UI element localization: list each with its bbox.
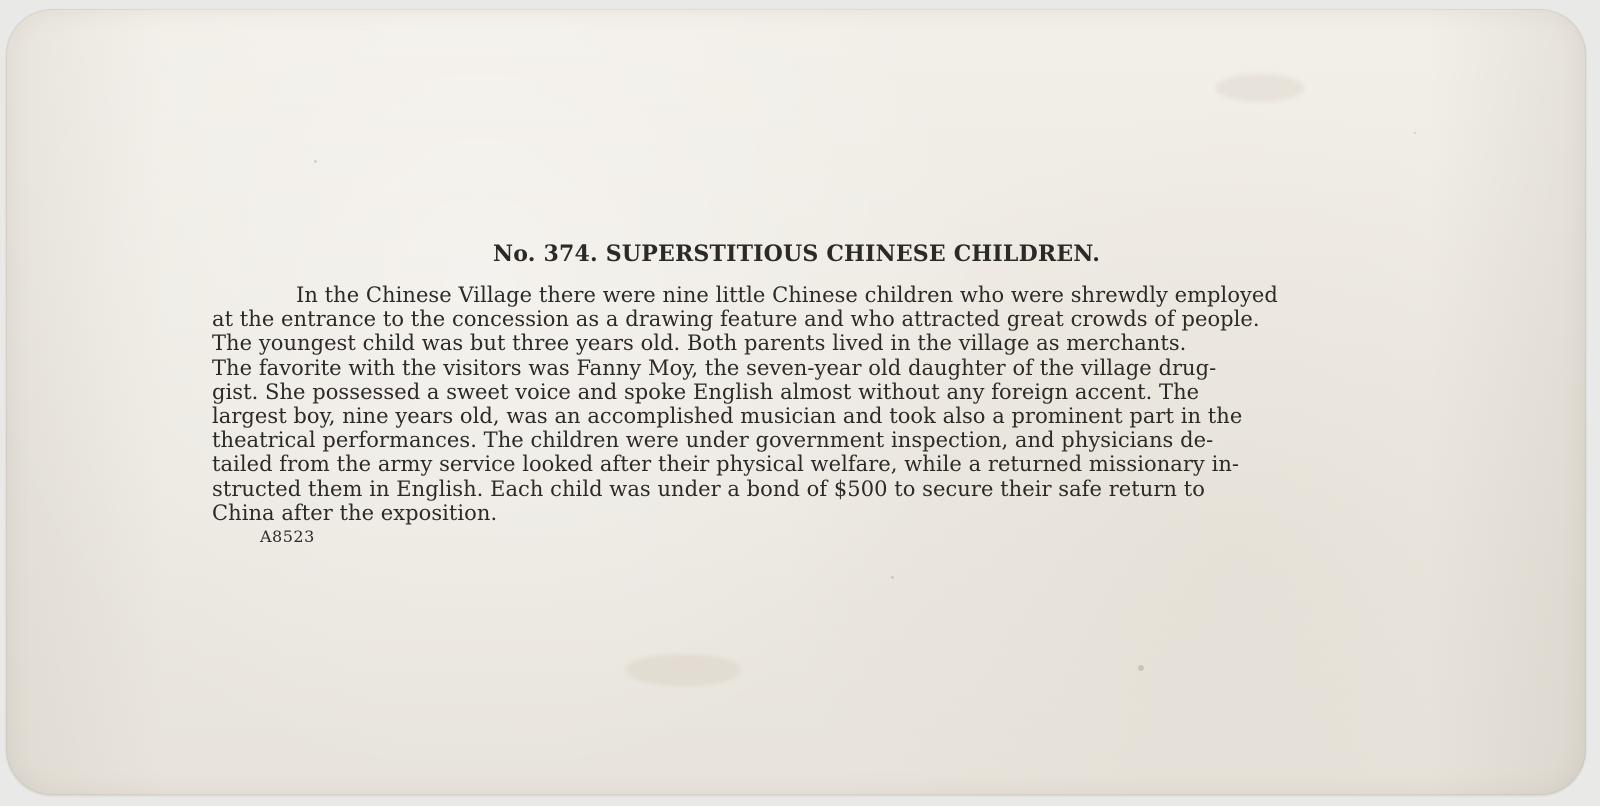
description-line: largest boy, nine years old, was an accomplished musician and took also a prominent part in the: [212, 404, 1243, 429]
card-stain: [626, 654, 741, 686]
description-line: The favorite with the visitors was Fanny Moy, the seven-year old daughter of the village drug-: [212, 355, 1217, 380]
description-line: theatrical performances. The children were under government inspection, and physicians de-: [212, 428, 1214, 453]
description-paragraph: [212, 283, 1392, 525]
description-line: gist. She possessed a sweet voice and spoke English almost without any foreign accent. The: [212, 379, 1200, 404]
description-line: In the Chinese Village there were nine little Chinese children who were shrewdly employed: [296, 283, 1278, 307]
description-line: China after the exposition.: [212, 500, 498, 525]
card-speck: [891, 576, 894, 579]
card-stain: [1216, 74, 1304, 102]
card-speck: [1414, 132, 1416, 134]
description-line: The youngest child was but three years old. Both parents lived in the village as merchants.: [212, 331, 1187, 356]
description-line: at the entrance to the concession as a drawing feature and who attracted great crowds of people.: [212, 307, 1260, 332]
card-speck: [314, 160, 317, 163]
stereoview-card-back: [6, 9, 1586, 795]
catalog-number: A8523: [260, 527, 315, 546]
description-line: structed them in English. Each child was under a bond of $500 to secure their safe return to: [212, 476, 1205, 501]
card-speck: [1138, 665, 1144, 671]
card-title: No. 374. SUPERSTITIOUS CHINESE CHILDREN.: [493, 241, 1101, 267]
description-line: tailed from the army service looked after their physical welfare, while a returned missionary in-: [212, 452, 1240, 477]
